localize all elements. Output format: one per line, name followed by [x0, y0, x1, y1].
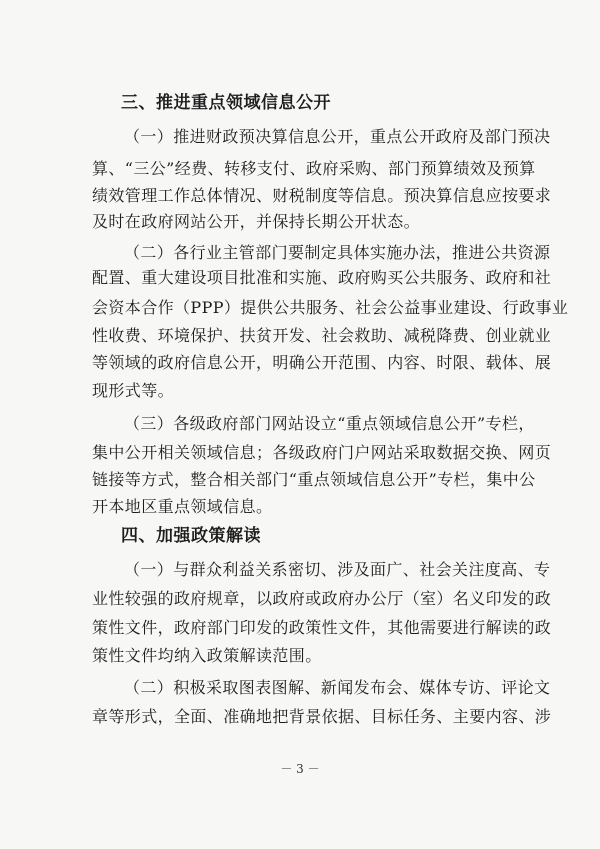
section-heading-3: 三、推进重点领域信息公开	[121, 93, 331, 113]
paragraph-line: （三）各级政府部门网站设立“重点领域信息公开”专栏，	[124, 414, 535, 433]
paragraph-line: 策性文件均纳入政策解读范围。	[92, 646, 322, 665]
paragraph-line: 集中公开相关领域信息；各级政府门户网站采取数据交换、网页	[92, 443, 552, 462]
paragraph-line: 等领域的政府信息公开，明确公开范围、内容、时限、载体、展	[92, 353, 552, 372]
paragraph-line: 绩效管理工作总体情况、财税制度等信息。预决算信息应按要求	[92, 186, 552, 205]
paragraph-line: 链接等方式，整合相关部门“重点领域信息公开”专栏，集中公	[92, 470, 536, 489]
page-number: － 3 －	[280, 762, 320, 776]
paragraph-line: 现形式等。	[92, 381, 175, 400]
paragraph-line: 业性较强的政府规章，以政府或政府办公厅（室）名义印发的政	[92, 589, 552, 608]
paragraph-line: 配置、重大建设项目批准和实施、政府购买公共服务、政府和社	[92, 268, 552, 287]
paragraph-line: 开本地区重点领域信息。	[92, 497, 273, 516]
paragraph-line: 会资本合作（PPP）提供公共服务、社会公益事业建设、行政事业	[92, 298, 569, 317]
paragraph-line: 及时在政府网站公开，并保持长期公开状态。	[92, 212, 421, 231]
paragraph-line: （一）与群众利益关系密切、涉及面广、社会关注度高、专	[124, 560, 551, 579]
paragraph-line: 算、“三公”经费、转移支付、政府采购、部门预算绩效及预算	[92, 159, 536, 178]
paragraph-line: 性收费、环境保护、扶贫开发、社会救助、减税降费、创业就业	[92, 326, 552, 345]
section-heading-4: 四、加强政策解读	[121, 526, 261, 546]
paragraph-line: 章等形式，全面、准确地把背景依据、目标任务、主要内容、涉	[92, 707, 552, 726]
paragraph-line: （二）积极采取图表图解、新闻发布会、媒体专访、评论文	[124, 678, 551, 697]
paragraph-line: 策性文件，政府部门印发的政策性文件，其他需要进行解读的政	[92, 618, 552, 637]
paragraph-line: （二）各行业主管部门要制定具体实施办法，推进公共资源	[124, 243, 551, 262]
paragraph-line: （一）推进财政预决算信息公开，重点公开政府及部门预决	[124, 127, 551, 146]
